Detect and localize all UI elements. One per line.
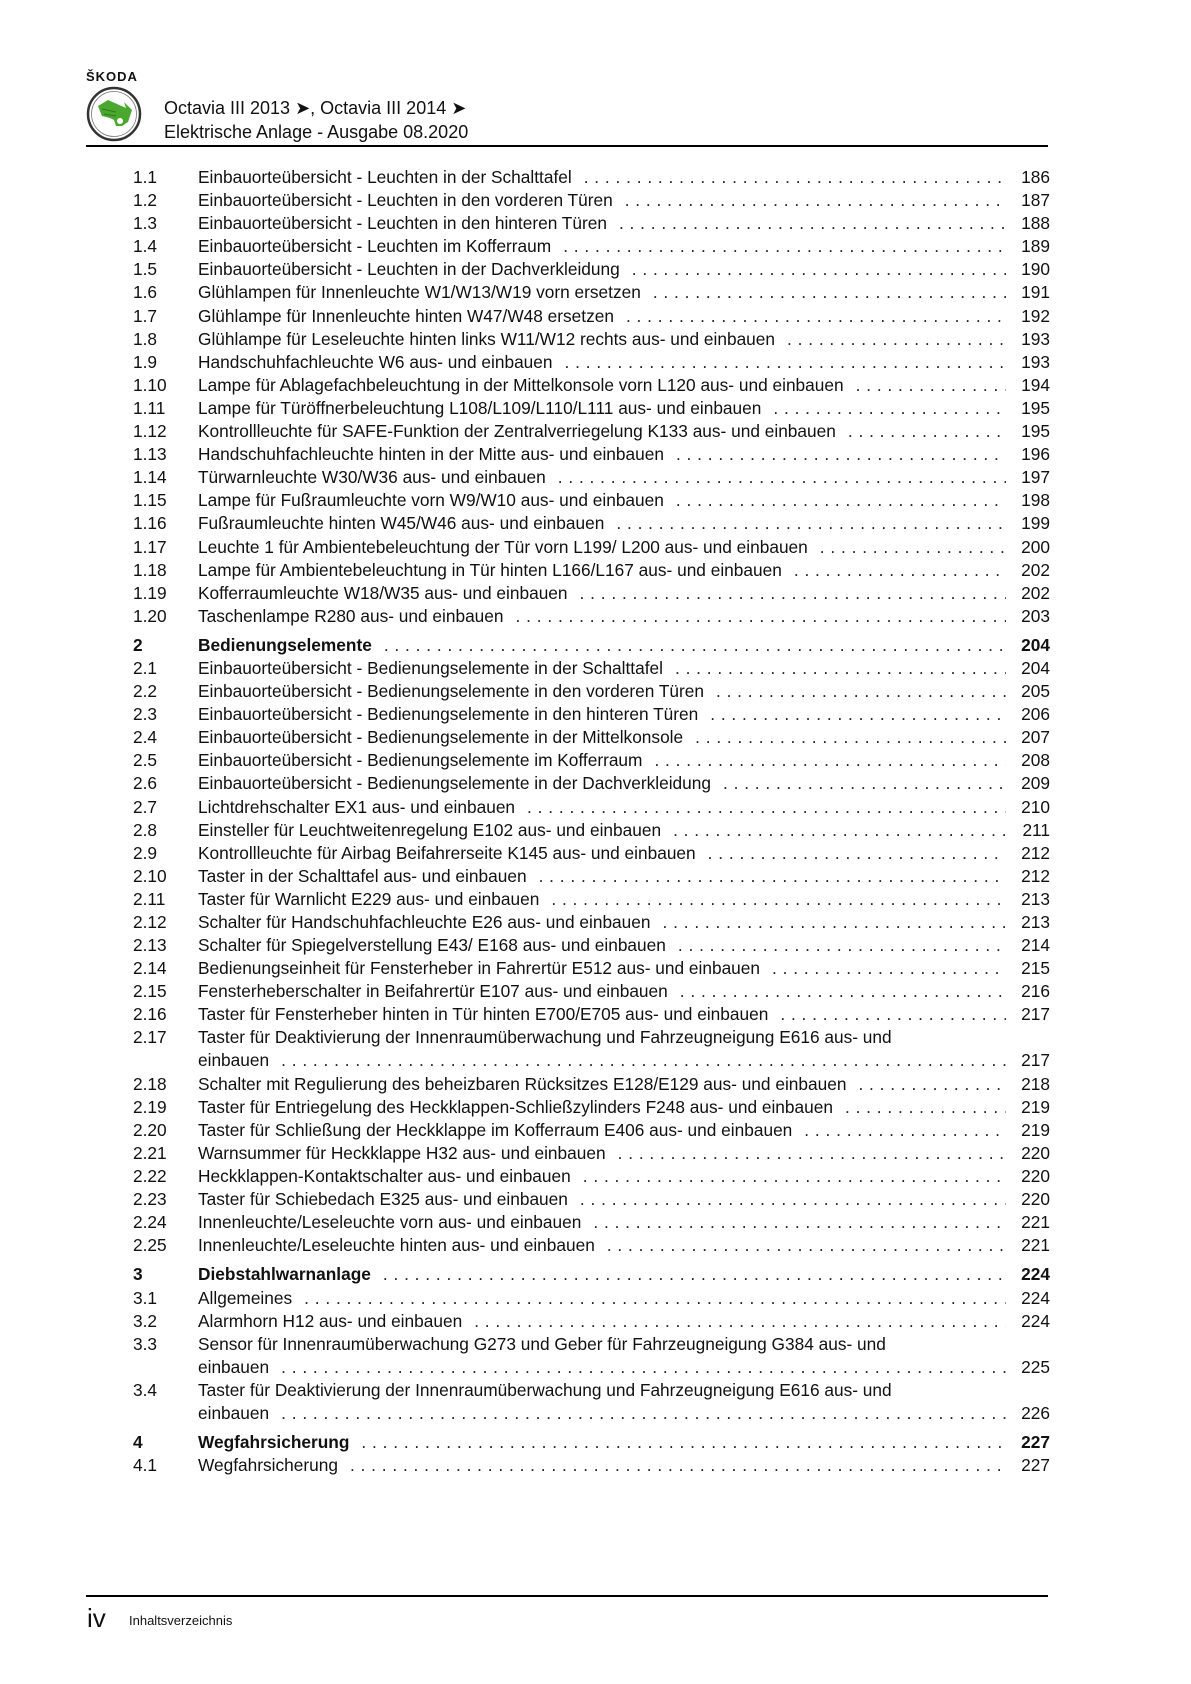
dot-leader (626, 305, 1006, 328)
footer-section-label: Inhaltsverzeichnis (129, 1613, 233, 1628)
dot-leader (654, 749, 1006, 772)
toc-entry-title: Türwarnleuchte W30/W36 aus- und einbauen (198, 467, 546, 488)
dot-leader (281, 1402, 1006, 1425)
toc-entry-title: Einbauorteübersicht - Bedienungselemente in den hinteren Türen (198, 704, 699, 725)
toc-entry-number: 2.14 (133, 958, 167, 979)
toc-entry-page: 219 (1021, 1096, 1050, 1117)
header-title-line1: Octavia III 2013 ➤, Octavia III 2014 ➤ (164, 98, 467, 118)
dot-leader (584, 166, 1006, 189)
dot-leader (618, 1142, 1006, 1165)
toc-entry[interactable] (133, 397, 1050, 420)
toc-entry-title: Lampe für Ambientebeleuchtung in Tür hinten L166/L167 aus- und einbauen (198, 559, 782, 580)
toc-entry-page: 196 (1021, 444, 1050, 465)
toc-entry-title: Einbauorteübersicht - Bedienungselemente in der Dachverkleidung (198, 773, 711, 794)
dot-leader (619, 212, 1006, 235)
toc-entry[interactable] (133, 726, 1050, 749)
toc-entry[interactable] (133, 842, 1050, 865)
toc-entry[interactable] (133, 212, 1050, 235)
toc-entry[interactable] (133, 235, 1050, 258)
dot-leader (558, 466, 1006, 489)
dot-leader (653, 281, 1006, 304)
toc-entry[interactable] (133, 582, 1050, 605)
dot-leader (304, 1287, 1006, 1310)
toc-entry[interactable] (133, 351, 1050, 374)
toc-entry[interactable] (133, 281, 1050, 304)
toc-entry-page: 217 (1021, 1004, 1050, 1025)
dot-leader (580, 1188, 1006, 1211)
toc-entry-number: 2.21 (133, 1142, 167, 1163)
toc-entry-title: Handschuhfachleuchte W6 aus- und einbauen (198, 351, 553, 372)
toc-entry-number: 2.6 (133, 773, 158, 794)
toc-entry-number: 1.16 (133, 513, 167, 534)
toc-entry[interactable] (133, 1003, 1050, 1026)
toc-entry[interactable] (133, 957, 1050, 980)
toc-entry-title: Taster für Fensterheber hinten in Tür hinten E700/E705 aus- und einbauen (198, 1004, 769, 1025)
toc-entry-number: 2.24 (133, 1212, 167, 1233)
toc-entry-page: 192 (1021, 305, 1050, 326)
toc-entry-title: Lichtdrehschalter EX1 aus- und einbauen (198, 796, 516, 817)
toc-entry-page: 199 (1021, 513, 1050, 534)
dot-leader (695, 726, 1006, 749)
dot-leader (616, 512, 1006, 535)
toc-chapter-entry[interactable] (133, 1431, 1050, 1454)
toc-entry[interactable] (133, 865, 1050, 888)
dot-leader (675, 657, 1006, 680)
toc-entry[interactable] (133, 772, 1050, 795)
toc-entry-title: Handschuhfachleuchte hinten in der Mitte aus- und einbauen (198, 444, 664, 465)
toc-entry-number: 1.15 (133, 490, 167, 511)
dot-leader (845, 1096, 1006, 1119)
toc-entry-number: 1.18 (133, 559, 167, 580)
toc-entry-number: 1.9 (133, 351, 158, 372)
toc-entry-page: 202 (1021, 559, 1050, 580)
toc-entry-number: 2.18 (133, 1073, 167, 1094)
toc-entry-page: 220 (1021, 1189, 1050, 1210)
toc-entry-number: 3.3 (133, 1333, 158, 1354)
toc-entry-number: 3.1 (133, 1287, 158, 1308)
dot-leader (632, 258, 1006, 281)
toc-entry-number: 1.12 (133, 421, 167, 442)
toc-entry-title-continuation: einbauen (198, 1402, 270, 1423)
toc-entry-title: Innenleuchte/Leseleuchte vorn aus- und einbauen (198, 1212, 582, 1233)
toc-entry-page: 212 (1021, 865, 1050, 886)
dot-leader (680, 980, 1006, 1003)
dot-leader (593, 1211, 1006, 1234)
toc-entry[interactable] (133, 443, 1050, 466)
toc-entry-number: 1.2 (133, 190, 158, 211)
toc-entry[interactable] (133, 1026, 1050, 1072)
toc-entry[interactable] (133, 1454, 1050, 1477)
toc-entry-number: 1.1 (133, 167, 158, 187)
toc-entry-page: 227 (1021, 1432, 1050, 1453)
toc-entry-title: Innenleuchte/Leseleuchte hinten aus- und einbauen (198, 1235, 595, 1256)
toc-entry-page: 212 (1021, 842, 1050, 863)
toc-entry[interactable] (133, 1096, 1050, 1119)
toc-entry-number: 1.8 (133, 328, 158, 349)
toc-entry[interactable] (133, 657, 1050, 680)
toc-entry-number: 2.10 (133, 865, 167, 886)
toc-entry-number: 2.9 (133, 842, 158, 863)
toc-entry-number: 1.5 (133, 259, 158, 280)
dot-leader (780, 1003, 1006, 1026)
toc-entry-number: 1.20 (133, 605, 167, 626)
table-of-contents (133, 166, 1050, 1477)
toc-entry-page: 221 (1021, 1212, 1050, 1233)
toc-entry-title: Kofferraumleuchte W18/W35 aus- und einbauen (198, 582, 568, 603)
toc-entry-number: 2.23 (133, 1189, 167, 1210)
toc-entry-title: Einbauorteübersicht - Leuchten im Kofferraum (198, 236, 552, 257)
dot-leader (281, 1356, 1006, 1379)
toc-entry-page: 204 (1021, 634, 1050, 655)
toc-entry-title: Schalter für Handschuhfachleuchte E26 aus- und einbauen (198, 912, 651, 932)
toc-entry-page: 220 (1021, 1166, 1050, 1187)
toc-entry-page: 217 (1021, 1050, 1050, 1071)
toc-entry-title: Bedienungseinheit für Fensterheber in Fahrertür E512 aus- und einbauen (198, 958, 761, 979)
toc-chapter-entry[interactable] (133, 634, 1050, 657)
toc-entry-number: 2 (133, 634, 143, 655)
toc-entry-number: 2.13 (133, 935, 167, 956)
toc-entry[interactable] (133, 512, 1050, 535)
dot-leader (580, 582, 1006, 605)
toc-entry-number: 2.20 (133, 1119, 167, 1140)
toc-entry[interactable] (133, 888, 1050, 911)
dot-leader (607, 1234, 1006, 1257)
toc-entry[interactable] (133, 796, 1050, 819)
toc-entry-title: Wegfahrsicherung (198, 1432, 350, 1453)
dot-leader (676, 489, 1006, 512)
dot-leader (678, 934, 1006, 957)
toc-entry-title: Sensor für Innenraumüberwachung G273 und Geber für Fahrzeugneigung G384 aus- und (198, 1333, 886, 1354)
toc-entry[interactable] (133, 189, 1050, 212)
dot-leader (673, 819, 1006, 842)
toc-entry-page: 226 (1021, 1402, 1050, 1423)
toc-entry-page: 195 (1021, 397, 1050, 418)
toc-entry-number: 2.22 (133, 1166, 167, 1187)
toc-entry-number: 2.25 (133, 1235, 167, 1256)
toc-entry-number: 1.11 (133, 397, 166, 418)
toc-entry-title: Lampe für Fußraumleuchte vorn W9/W10 aus- und einbauen (198, 490, 664, 511)
toc-entry-title: Taschenlampe R280 aus- und einbauen (198, 605, 504, 626)
toc-entry[interactable] (133, 1073, 1050, 1096)
toc-entry[interactable] (133, 420, 1050, 443)
toc-entry[interactable] (133, 374, 1050, 397)
toc-entry-page: 187 (1021, 190, 1050, 211)
toc-entry-page: 190 (1021, 259, 1050, 280)
toc-entry[interactable] (133, 258, 1050, 281)
toc-entry-page: 197 (1021, 467, 1050, 488)
toc-entry-page: 193 (1021, 328, 1050, 349)
toc-entry-page: 195 (1021, 421, 1050, 442)
toc-entry-number: 2.8 (133, 819, 158, 840)
toc-entry-title: Allgemeines (198, 1287, 293, 1308)
toc-entry-page: 200 (1021, 536, 1050, 557)
toc-entry-page: 215 (1021, 958, 1050, 979)
dot-leader (723, 772, 1006, 795)
toc-entry[interactable] (133, 1310, 1050, 1333)
toc-entry-number: 1.4 (133, 236, 158, 257)
toc-entry[interactable] (133, 305, 1050, 328)
toc-entry-page: 203 (1021, 605, 1050, 626)
toc-entry[interactable] (133, 536, 1050, 559)
toc-entry[interactable] (133, 489, 1050, 512)
toc-entry-title: Taster in der Schalttafel aus- und einbauen (198, 865, 527, 886)
dot-leader (350, 1454, 1006, 1477)
toc-entry[interactable] (133, 703, 1050, 726)
toc-entry-number: 2.2 (133, 681, 158, 702)
toc-entry-number: 4 (133, 1432, 143, 1453)
toc-entry-number: 1.17 (133, 536, 167, 557)
toc-entry[interactable] (133, 605, 1050, 628)
toc-entry-number: 2.4 (133, 727, 158, 748)
toc-entry[interactable] (133, 328, 1050, 351)
toc-entry-page: 188 (1021, 213, 1050, 234)
toc-entry-title: Schalter für Spiegelverstellung E43/ E168 aus- und einbauen (198, 935, 666, 956)
toc-entry[interactable] (133, 1188, 1050, 1211)
toc-entry[interactable] (133, 911, 1050, 934)
toc-entry[interactable] (133, 1333, 1050, 1379)
toc-entry-number: 1.14 (133, 467, 167, 488)
dot-leader (583, 1165, 1006, 1188)
toc-entry-page: 216 (1021, 981, 1050, 1002)
toc-entry-number: 2.5 (133, 750, 158, 771)
toc-entry-title: Taster für Deaktivierung der Innenraumüberwachung und Fahrzeugneigung E616 aus- und (198, 1379, 892, 1400)
toc-entry[interactable] (133, 1287, 1050, 1310)
toc-entry-page: 186 (1021, 167, 1050, 187)
toc-entry-page: 224 (1021, 1264, 1050, 1285)
toc-entry-page: 189 (1021, 236, 1050, 257)
toc-entry-page: 224 (1021, 1287, 1050, 1308)
toc-entry-title: Taster für Entriegelung des Heckklappen-Schließzylinders F248 aus- und einbauen (198, 1096, 833, 1117)
toc-entry[interactable] (133, 1211, 1050, 1234)
toc-entry-number: 2.16 (133, 1004, 167, 1025)
toc-entry-title: Fußraumleuchte hinten W45/W46 aus- und einbauen (198, 513, 605, 534)
toc-entry-title: Glühlampe für Leseleuchte hinten links W11/W12 rechts aus- und einbauen (198, 328, 776, 349)
toc-entry[interactable] (133, 980, 1050, 1003)
toc-entry-page: 198 (1021, 490, 1050, 511)
toc-entry-number: 2.3 (133, 704, 158, 725)
toc-entry[interactable] (133, 680, 1050, 703)
toc-entry-title: Einbauorteübersicht - Bedienungselemente in der Schalttafel (198, 657, 663, 678)
toc-entry-title-continuation: einbauen (198, 1356, 270, 1377)
toc-entry-title: Schalter mit Regulierung des beheizbaren Rücksitzes E128/E129 aus- und einbauen (198, 1073, 847, 1094)
toc-entry-page: 210 (1021, 796, 1050, 817)
toc-entry-title: Glühlampe für Innenleuchte hinten W47/W48 ersetzen (198, 305, 614, 326)
toc-entry-page: 211 (1022, 819, 1050, 840)
dot-leader (848, 420, 1006, 443)
toc-entry-page: 202 (1021, 582, 1050, 603)
toc-entry[interactable] (133, 466, 1050, 489)
dot-leader (281, 1049, 1006, 1072)
toc-entry-title: Einbauorteübersicht - Leuchten in den vorderen Türen (198, 190, 613, 211)
toc-entry-title: Glühlampen für Innenleuchte W1/W13/W19 vorn ersetzen (198, 282, 641, 303)
document-header (164, 96, 468, 144)
toc-entry-title: Leuchte 1 für Ambientebeleuchtung der Tür vorn L199/ L200 aus- und einbauen (198, 536, 808, 557)
toc-entry-title: Bedienungselemente (198, 634, 372, 655)
dot-leader (804, 1119, 1006, 1142)
toc-entry-page: 221 (1021, 1235, 1050, 1256)
dot-leader (527, 796, 1006, 819)
toc-entry[interactable] (133, 1234, 1050, 1257)
dot-leader (787, 328, 1006, 351)
toc-entry-page: 213 (1021, 912, 1050, 932)
dot-leader (794, 559, 1006, 582)
footer-page-number: iv (87, 1603, 106, 1633)
toc-entry-page: 191 (1021, 282, 1050, 303)
toc-entry-number: 1.13 (133, 444, 167, 465)
dot-leader (856, 374, 1006, 397)
toc-entry-title: Heckklappen-Kontaktschalter aus- und einbauen (198, 1166, 571, 1187)
toc-entry-page: 194 (1021, 374, 1050, 395)
toc-entry[interactable] (133, 166, 1050, 189)
toc-entry-page: 224 (1021, 1310, 1050, 1331)
toc-entry-title: Taster für Deaktivierung der Innenraumüberwachung und Fahrzeugneigung E616 aus- und (198, 1027, 892, 1048)
dot-leader (565, 351, 1006, 374)
dot-leader (716, 680, 1006, 703)
dot-leader (773, 397, 1006, 420)
toc-entry-number: 2.19 (133, 1096, 167, 1117)
toc-entry-title: Taster für Schiebedach E325 aus- und einbauen (198, 1189, 568, 1210)
toc-entry-title: Einbauorteübersicht - Bedienungselemente in der Mittelkonsole (198, 727, 684, 748)
toc-entry-number: 2.15 (133, 981, 167, 1002)
dot-leader (708, 842, 1006, 865)
toc-entry-page: 208 (1021, 750, 1050, 771)
toc-entry-number: 3 (133, 1264, 143, 1285)
toc-entry-page: 220 (1021, 1142, 1050, 1163)
dot-leader (710, 703, 1006, 726)
toc-entry-title-continuation: einbauen (198, 1050, 270, 1071)
toc-entry-title: Diebstahlwarnanlage (198, 1264, 371, 1285)
toc-entry-title: Einbauorteübersicht - Leuchten in den hinteren Türen (198, 213, 607, 234)
toc-entry-page: 214 (1021, 935, 1050, 956)
dot-leader (858, 1073, 1006, 1096)
toc-entry-number: 1.6 (133, 282, 158, 303)
dot-leader (551, 888, 1006, 911)
footer-divider (86, 1595, 1048, 1597)
toc-entry-title: Einbauorteübersicht - Bedienungselemente in den vorderen Türen (198, 681, 704, 702)
toc-entry-page: 213 (1021, 888, 1050, 909)
toc-entry-title: Alarmhorn H12 aus- und einbauen (198, 1310, 463, 1331)
skoda-logo-icon (86, 86, 142, 142)
toc-entry-number: 2.17 (133, 1027, 167, 1048)
dot-leader (361, 1431, 1006, 1454)
toc-chapter-entry[interactable] (133, 1263, 1050, 1286)
dot-leader (772, 957, 1006, 980)
toc-entry-page: 207 (1021, 727, 1050, 748)
toc-entry-number: 2.7 (133, 796, 158, 817)
toc-entry-title: Taster für Schließung der Heckklappe im Kofferraum E406 aus- und einbauen (198, 1119, 793, 1140)
dot-leader (676, 443, 1006, 466)
toc-entry-title: Einbauorteübersicht - Bedienungselemente im Kofferraum (198, 750, 643, 771)
toc-entry-page: 218 (1021, 1073, 1050, 1094)
toc-entry-number: 1.19 (133, 582, 167, 603)
toc-entry-title: Fensterheberschalter in Beifahrertür E107 aus- und einbauen (198, 981, 668, 1002)
dot-leader (663, 911, 1006, 934)
toc-entry-title: Taster für Warnlicht E229 aus- und einbauen (198, 888, 540, 909)
toc-entry-title: Wegfahrsicherung (198, 1455, 338, 1476)
dot-leader (820, 536, 1006, 559)
toc-entry-number: 3.2 (133, 1310, 158, 1331)
dot-leader (383, 1263, 1006, 1286)
dot-leader (384, 634, 1006, 657)
toc-entry-page: 219 (1021, 1119, 1050, 1140)
toc-entry-number: 2.11 (133, 888, 166, 909)
brand-wordmark: ŠKODA (86, 69, 138, 84)
toc-entry[interactable] (133, 819, 1050, 842)
toc-entry-title: Lampe für Ablagefachbeleuchtung in der Mittelkonsole vorn L120 aus- und einbauen (198, 374, 844, 395)
toc-entry-page: 225 (1021, 1356, 1050, 1377)
toc-entry[interactable] (133, 934, 1050, 957)
toc-entry-title: Lampe für Türöffnerbeleuchtung L108/L109/L110/L111 aus- und einbauen (198, 397, 762, 418)
toc-entry-page: 209 (1021, 773, 1050, 794)
dot-leader (563, 235, 1006, 258)
toc-entry-number: 1.10 (133, 374, 167, 395)
toc-entry-title: Kontrollleuchte für SAFE-Funktion der Zentralverriegelung K133 aus- und einbauen (198, 421, 836, 442)
dot-leader (539, 865, 1006, 888)
toc-entry-page: 193 (1021, 351, 1050, 372)
toc-entry-title: Einsteller für Leuchtweitenregelung E102 aus- und einbauen (198, 819, 662, 840)
header-title-line2: Elektrische Anlage - Ausgabe 08.2020 (164, 122, 469, 142)
toc-entry-page: 206 (1021, 704, 1050, 725)
toc-entry-number: 3.4 (133, 1379, 158, 1400)
toc-entry[interactable] (133, 1379, 1050, 1425)
toc-entry-number: 2.12 (133, 912, 167, 932)
toc-entry-number: 1.3 (133, 213, 158, 234)
dot-leader (474, 1310, 1006, 1333)
toc-entry-page: 204 (1021, 657, 1050, 678)
toc-entry-title: Warnsummer für Heckklappe H32 aus- und einbauen (198, 1142, 606, 1163)
toc-entry-number: 2.1 (133, 657, 158, 678)
toc-entry[interactable] (133, 559, 1050, 582)
toc-entry[interactable] (133, 1165, 1050, 1188)
dot-leader (516, 605, 1006, 628)
toc-entry-title: Kontrollleuchte für Airbag Beifahrerseite K145 aus- und einbauen (198, 842, 696, 863)
toc-entry[interactable] (133, 1119, 1050, 1142)
toc-entry-page: 227 (1021, 1455, 1050, 1476)
toc-entry-number: 4.1 (133, 1455, 158, 1476)
toc-entry-page: 205 (1021, 681, 1050, 702)
toc-entry[interactable] (133, 749, 1050, 772)
header-divider (86, 145, 1048, 147)
toc-entry-title: Einbauorteübersicht - Leuchten in der Dachverkleidung (198, 259, 620, 280)
toc-entry[interactable] (133, 1142, 1050, 1165)
toc-entry-title: Einbauorteübersicht - Leuchten in der Schalttafel (198, 167, 572, 187)
dot-leader (625, 189, 1006, 212)
toc-entry-number: 1.7 (133, 305, 158, 326)
